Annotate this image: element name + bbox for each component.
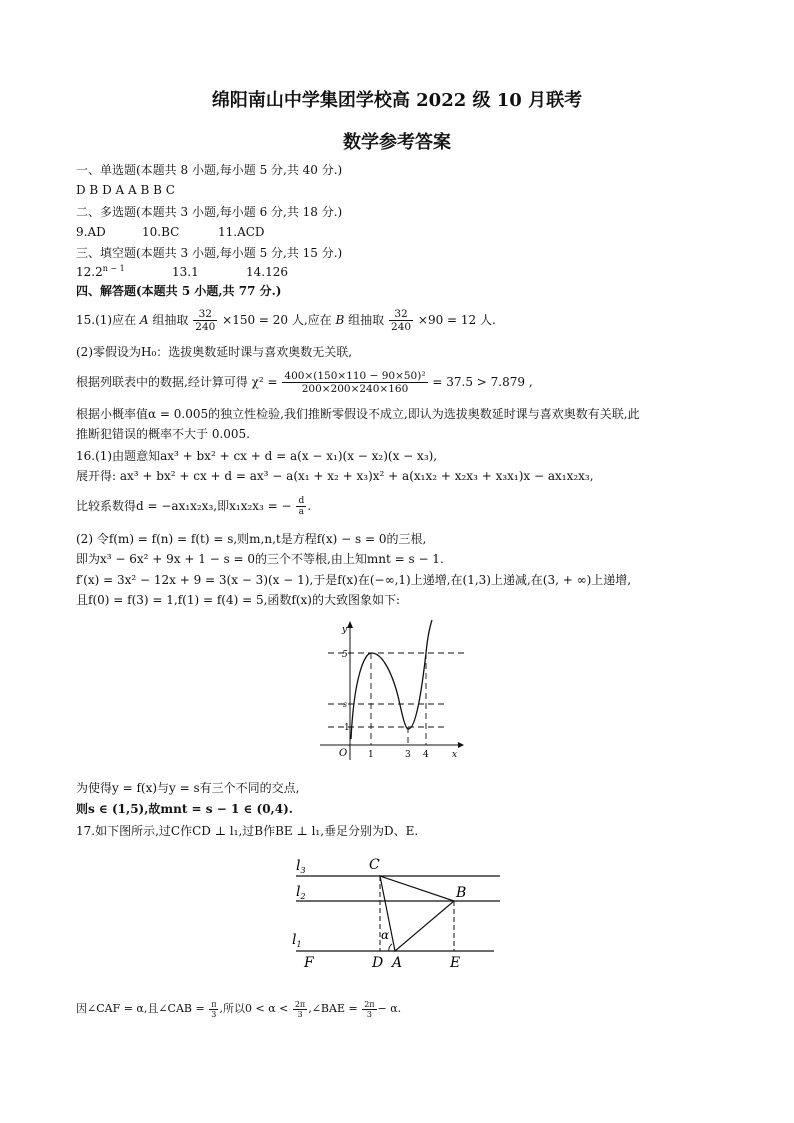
fraction-numerator: 32: [193, 308, 217, 321]
q15-group-a: A: [139, 313, 149, 327]
fraction-numerator: 2π: [364, 999, 375, 1009]
q16-line9: 则s ∈ (1,5),故mnt = s − 1 ∈ (0,4).: [76, 802, 293, 816]
fraction-numerator: π: [211, 999, 217, 1009]
q17-line2-b: ,所以0 < α <: [219, 1002, 289, 1015]
q16-line4: (2) 令f(m) = f(n) = f(t) = s,则m,n,t是方程f(x) − s = 0的三根,: [76, 532, 427, 546]
x-tick-4: 4: [423, 750, 429, 760]
label-text: l: [296, 858, 301, 874]
cubic-curve: [351, 620, 432, 739]
answer-14: 14.126: [246, 265, 288, 279]
q17-frac-2pi-3-a: [293, 1000, 307, 1019]
label-subscript: 2: [300, 892, 306, 901]
label-l1: [292, 932, 302, 949]
fraction-denominator: 240: [391, 321, 412, 333]
q16-line6: f′(x) = 3x² − 12x + 9 = 3(x − 3)(x − 1),于是f(x)在(−∞,1)上递增,在(1,3)上递减,在(3, + ∞)上递增,: [76, 573, 632, 587]
q15-line1: [76, 303, 496, 337]
y-axis-label: y: [342, 625, 348, 635]
label-e: E: [450, 955, 461, 971]
y-tick-5: 5: [342, 650, 348, 660]
q17-frac-2pi-3-b: [362, 1000, 376, 1019]
fraction-numerator: 32: [389, 308, 413, 321]
q15-fraction-a: [193, 308, 217, 333]
y-tick-1: 1: [344, 723, 350, 733]
q17-line2: [76, 996, 401, 1022]
label-c: C: [369, 857, 380, 873]
q15-text-e: ×90 = 12 人.: [417, 313, 496, 327]
q17-frac-pi-3: [209, 1000, 218, 1019]
answer-10: 10.BC: [142, 225, 180, 239]
q15-chi-fraction: [282, 370, 427, 395]
answer-13: 13.1: [172, 265, 199, 279]
q16-line3: [76, 492, 311, 520]
label-l2: [296, 884, 306, 901]
q16-line3-end: .: [307, 499, 312, 513]
label-l3: [296, 858, 306, 875]
q17-line2-c: ,∠BAE =: [308, 1002, 358, 1015]
q16-line8: 为使得y = f(x)与y = s有三个不同的交点,: [76, 781, 300, 795]
q16-line3-text: 比较系数得d = −ax₁x₂x₃,即x₁x₂x₃ = −: [76, 499, 292, 513]
section2-heading: 二、多选题(本题共 3 小题,每小题 6 分,共 18 分.): [76, 205, 343, 219]
fraction-numerator: 2π: [294, 999, 306, 1009]
fraction-numerator: 400×(150×110 − 90×50)²: [284, 370, 426, 382]
x-tick-3: 3: [405, 750, 411, 760]
label-text: l: [296, 884, 301, 900]
answer-12-exponent: n − 1: [102, 264, 125, 273]
q17-line1: 17.如下图所示,过C作CD ⊥ l₁,过B作BE ⊥ l₁,垂足分别为D、E.: [76, 824, 419, 838]
label-d: D: [372, 955, 384, 971]
q17-line2-d: − α.: [377, 1002, 402, 1015]
q17-line2-a: 因∠CAF = α,且∠CAB =: [76, 1002, 205, 1015]
x-axis-arrow: [458, 742, 464, 748]
label-a: A: [392, 955, 403, 971]
q15-line3: [76, 364, 533, 400]
section1-heading: 一、单选题(本题共 8 小题,每小题 5 分,共 40 分.): [76, 163, 343, 177]
label-alpha: α: [381, 928, 390, 942]
section1-answers: D B D A A B B C: [76, 183, 175, 197]
label-subscript: 1: [296, 940, 302, 949]
q15-text-b: 组抽取: [152, 313, 189, 327]
q16-line5: 即为x³ − 6x² + 9x + 1 − s = 0的三个不等根,由上知mnt = s − 1.: [76, 552, 444, 566]
label-f: F: [304, 955, 314, 971]
fraction-denominator: 3: [366, 1009, 372, 1019]
q15-text-d: 组抽取: [348, 313, 385, 327]
y-tick-s: s: [343, 700, 348, 709]
fraction-numerator: d: [298, 496, 305, 506]
origin-label: O: [339, 748, 348, 759]
fraction-denominator: 200×200×240×160: [301, 383, 409, 395]
angle-alpha-arc: [389, 944, 392, 951]
parallel-lines-figure: [288, 852, 503, 972]
x-tick-1: 1: [368, 750, 374, 760]
q15-fraction-b: [389, 308, 413, 333]
y-axis-arrow: [347, 621, 353, 628]
label-subscript: 3: [300, 866, 306, 875]
answer-9: 9.AD: [76, 225, 106, 239]
fraction-denominator: a: [298, 507, 304, 517]
q15-line4: 根据小概率值α = 0.005的独立性检验,我们推断零假设不成立,即认为选拔奥数延时课与喜欢奥数有关联,此: [76, 407, 640, 421]
answer-12: [76, 264, 125, 280]
q15-text-c: ×150 = 20 人,应在: [222, 313, 332, 327]
q15-chi-result: = 37.5 > 7.879 ,: [432, 375, 533, 389]
q15-text-a: 15.(1)应在: [76, 313, 137, 327]
q15-line2: (2)零假设为H₀：选拔奥数延时课与喜欢奥数无关联,: [76, 345, 353, 359]
answer-11: 11.ACD: [218, 225, 265, 239]
fraction-denominator: 240: [195, 321, 216, 333]
q15-chi-text: 根据列联表中的数据,经计算可得 χ² =: [76, 375, 278, 389]
answer-12-base: 12.2: [76, 265, 103, 279]
cubic-function-graph: [316, 618, 466, 764]
triangle-cab: [380, 876, 454, 951]
page-subtitle: 数学参考答案: [343, 132, 451, 153]
x-axis-label: x: [452, 750, 458, 760]
q15-line5: 推断犯错误的概率不大于 0.005.: [76, 427, 250, 441]
label-b: B: [456, 885, 467, 901]
q16-fraction: [296, 496, 306, 517]
q16-line1: 16.(1)由题意知ax³ + bx² + cx + d = a(x − x₁)(x − x₂)(x − x₃),: [76, 449, 438, 463]
fraction-denominator: 3: [211, 1009, 217, 1019]
fraction-denominator: 3: [297, 1009, 303, 1019]
q15-group-b: B: [335, 313, 345, 327]
section3-heading: 三、填空题(本题共 3 小题,每小题 5 分,共 15 分.): [76, 246, 343, 260]
page-title: 绵阳南山中学集团学校高 2022 级 10 月联考: [211, 90, 583, 111]
label-text: l: [292, 932, 297, 948]
q16-line2: 展开得: ax³ + bx² + cx + d = ax³ − a(x₁ + x₂ + x₃)x² + a(x₁x₂ + x₂x₃ + x₃x₁)x − ax₁x₂x₃,: [76, 469, 594, 483]
section4-heading: 四、解答题(本题共 5 小题,共 77 分.): [76, 284, 282, 298]
q16-line7: 且f(0) = f(3) = 1,f(1) = f(4) = 5,函数f(x)的大致图象如下:: [76, 593, 401, 607]
